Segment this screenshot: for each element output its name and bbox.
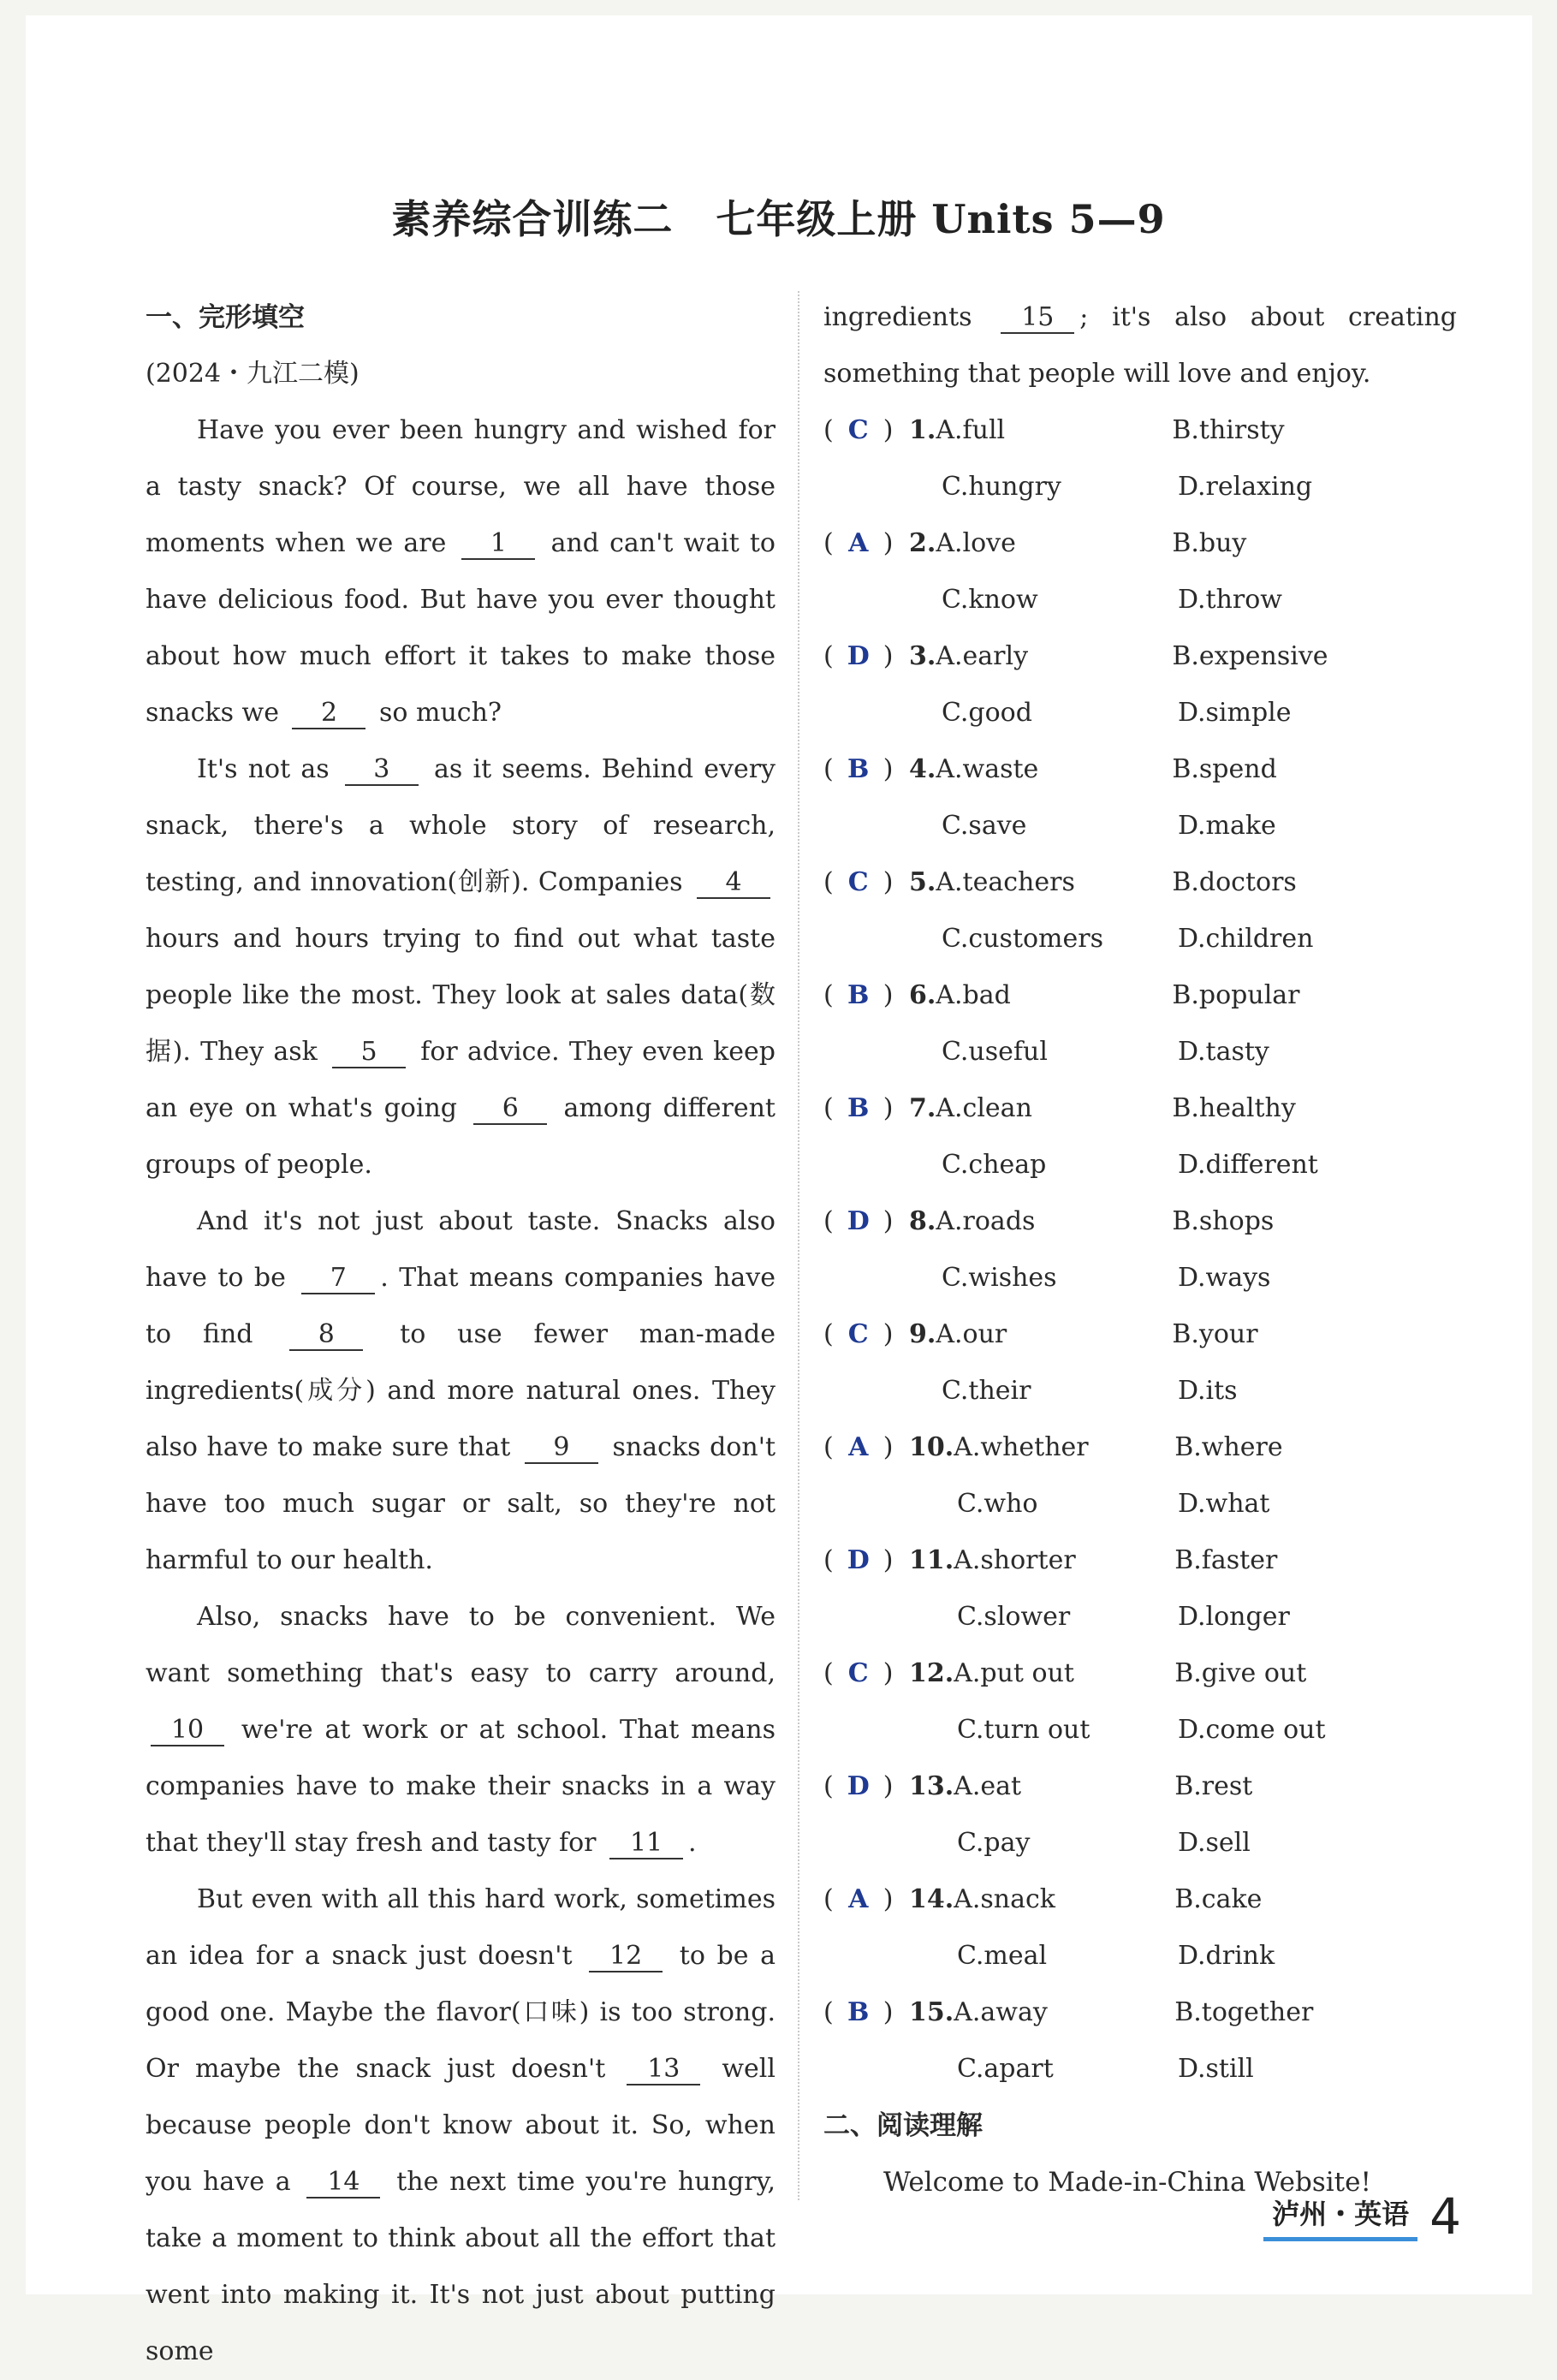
cloze-passage-continuation [823,289,1457,402]
option-a: A.whether [954,1432,1089,1462]
paren-close: ) [882,415,894,445]
blank-4: 4 [697,868,770,899]
footer-label: 泸州・英语 [1263,2193,1417,2241]
answer-letter: C [847,867,869,897]
passage-text: And it's not just about taste. Snacks also have to be [146,1206,776,1293]
option-c: C.wishes [942,1263,1057,1293]
paren-open: ( [823,1997,834,2027]
passage-paragraph [146,402,776,741]
option-row [823,1137,1457,1193]
option-d: D.make [1178,811,1276,841]
option-b: B.expensive [1172,641,1328,671]
question-row [823,1419,1457,1476]
column-divider [798,291,799,2200]
option-b: B.cake [1174,1884,1263,1914]
paren-close: ) [882,1319,894,1349]
blank-9: 9 [525,1433,598,1464]
page-title [0,188,1557,245]
passage-text: well because people don't know about it. So, when you have a [146,2054,776,2197]
section1-heading: 一、完形填空 [146,302,305,333]
passage-text: as it seems. Behind every snack, there's a whole story of research, testing, and innovation(创新). Companies [146,754,776,897]
question-number: 11. [909,1545,954,1575]
answer-paren [823,854,909,911]
reading-intro: Welcome to Made-in-China Website! [883,2167,1371,2198]
option-c: C.hungry [942,472,1061,502]
paren-close: ) [882,641,894,671]
answer-paren [823,515,909,572]
option-b: B.faster [1174,1545,1278,1575]
question-number: 12. [909,1658,954,1688]
question-number: 6. [909,980,936,1010]
question-number: 15. [909,1997,954,2027]
option-a: A.clean [936,1093,1032,1123]
blank-8: 8 [289,1320,363,1351]
blank-15: 15 [1001,303,1074,334]
passage-text: It's not as [197,754,340,784]
option-c: C.useful [942,1037,1048,1067]
option-d: D.different [1178,1150,1318,1180]
passage-text: But even with all this hard work, sometimes an idea for a snack just doesn't [146,1884,776,1971]
passage-text: Also, snacks have to be convenient. We want something that's easy to carry around, [146,1602,776,1688]
option-a: A.full [936,415,1006,445]
option-a: A.bad [936,980,1011,1010]
option-a: A.early [936,641,1029,671]
passage-paragraph [146,1193,776,1589]
question-row [823,1645,1457,1702]
paren-open: ( [823,980,834,1010]
blank-14: 14 [306,2168,380,2199]
passage-text: for advice. They even keep an eye on what's going [146,1037,776,1123]
answer-paren [823,402,909,459]
page-footer [1263,2187,1461,2246]
question-row [823,854,1457,911]
blank-7: 7 [301,1264,375,1294]
option-c: C.save [942,811,1027,841]
page-number: 4 [1429,2187,1461,2246]
option-d: D.simple [1178,698,1292,728]
option-a: A.put out [954,1658,1074,1688]
passage-paragraph [146,741,776,1193]
option-c: C.turn out [957,1715,1090,1745]
option-row [823,1702,1457,1758]
option-d: D.its [1178,1376,1238,1406]
question-row [823,1871,1457,1928]
option-d: D.come out [1178,1715,1326,1745]
paren-close: ) [882,1206,894,1236]
passage-text: to be a good one. Maybe the flavor(口味) is too strong. Or maybe the snack just doesn't [146,1941,776,2084]
option-b: B.together [1174,1997,1314,2027]
answer-paren [823,1419,909,1476]
answer-paren [823,1871,909,1928]
answer-paren [823,741,909,798]
question-row [823,1080,1457,1137]
answer-letter: C [847,415,869,445]
passage-text: so much? [371,698,502,728]
option-row [823,1928,1457,1984]
option-c: C.pay [957,1828,1031,1858]
question-row [823,1306,1457,1363]
option-d: D.drink [1178,1941,1275,1971]
left-column [146,289,776,2380]
option-b: B.doctors [1172,867,1297,897]
option-b: B.rest [1174,1771,1253,1801]
answer-paren [823,1758,909,1815]
question-row [823,1984,1457,2041]
answer-paren [823,1193,909,1250]
paren-close: ) [882,1884,894,1914]
option-row [823,798,1457,854]
paren-close: ) [882,1771,894,1801]
option-a: A.love [936,528,1016,558]
option-b: B.where [1174,1432,1283,1462]
paren-open: ( [823,754,834,784]
answer-paren [823,628,909,685]
option-d: D.relaxing [1178,472,1313,502]
right-column [823,289,1457,2210]
option-d: D.ways [1178,1263,1271,1293]
option-row [823,1815,1457,1871]
question-row [823,628,1457,685]
blank-13: 13 [627,2055,700,2085]
option-d: D.throw [1178,585,1282,615]
option-row [823,685,1457,741]
blank-11: 11 [609,1829,683,1859]
question-row [823,402,1457,459]
passage-text: and can't wait to have delicious food. But have you ever thought about how much effort it takes to make those snacks we [146,528,776,728]
question-row [823,1532,1457,1589]
option-c: C.know [942,585,1038,615]
question-number: 9. [909,1319,936,1349]
answer-letter: B [847,754,870,784]
option-row [823,2041,1457,2097]
question-number: 7. [909,1093,936,1123]
paren-open: ( [823,1206,834,1236]
option-b: B.thirsty [1172,415,1285,445]
passage-text: Have you ever been hungry and wished for a tasty snack? Of course, we all have those moments when we are [146,415,776,558]
paren-open: ( [823,1545,834,1575]
passage-paragraph [146,1871,776,2380]
option-row [823,1476,1457,1532]
cloze-passage [146,402,776,2380]
paren-open: ( [823,415,834,445]
paren-close: ) [882,1093,894,1123]
answer-letter: B [847,980,870,1010]
option-b: B.your [1172,1319,1258,1349]
option-row [823,1589,1457,1645]
answer-letter: D [847,1545,870,1575]
option-row [823,1363,1457,1419]
paren-open: ( [823,867,834,897]
option-c: C.customers [942,924,1103,954]
answer-letter: A [848,1884,869,1914]
passage-text: ; it's also about creating something that people will love and enjoy. [823,302,1458,389]
option-d: D.still [1178,2054,1254,2084]
option-b: B.popular [1172,980,1300,1010]
question-number: 13. [909,1771,954,1801]
question-number: 10. [909,1432,954,1462]
question-list [823,402,1457,2097]
option-d: D.sell [1178,1828,1251,1858]
answer-paren [823,1645,909,1702]
option-row [823,572,1457,628]
passage-text: among different groups of people. [146,1093,776,1180]
answer-letter: D [847,1771,870,1801]
paren-close: ) [882,980,894,1010]
option-d: D.what [1178,1489,1270,1519]
option-c: C.cheap [942,1150,1047,1180]
option-row [823,1024,1457,1080]
paren-open: ( [823,1093,834,1123]
answer-paren [823,1984,909,2041]
question-row [823,967,1457,1024]
answer-letter: B [847,1997,870,2027]
paren-open: ( [823,641,834,671]
blank-2: 2 [292,699,365,729]
passage-text: the next time you're hungry, take a moment to think about all the effort that went into making it. It's not just about putting some [146,2167,776,2366]
blank-6: 6 [473,1094,547,1125]
answer-letter: C [847,1658,869,1688]
blank-3: 3 [345,755,419,786]
passage-text: . That means companies have to find [146,1263,776,1349]
question-number: 14. [909,1884,954,1914]
option-b: B.buy [1172,528,1247,558]
paren-close: ) [882,1545,894,1575]
blank-5: 5 [332,1038,406,1068]
answer-letter: C [847,1319,869,1349]
option-c: C.meal [957,1941,1048,1971]
passage-text: snacks don't have too much sugar or salt, so they're not harmful to our health. [146,1432,776,1575]
answer-paren [823,967,909,1024]
question-row [823,1193,1457,1250]
option-a: A.our [936,1319,1007,1349]
option-c: C.apart [957,2054,1054,2084]
answer-paren [823,1532,909,1589]
question-number: 1. [909,415,936,445]
option-a: A.roads [936,1206,1036,1236]
option-c: C.their [942,1376,1031,1406]
option-d: D.tasty [1178,1037,1269,1067]
passage-text: to use fewer man-made ingredients(成分) and more natural ones. They also have to make sure that [146,1319,776,1462]
blank-1: 1 [461,529,535,560]
paren-open: ( [823,1319,834,1349]
answer-paren [823,1080,909,1137]
answer-letter: D [847,1206,870,1236]
question-number: 2. [909,528,936,558]
option-a: A.waste [936,754,1039,784]
section1-source: (2024・九江二模) [146,359,360,389]
option-a: A.eat [954,1771,1022,1801]
passage-text: ingredients [823,302,996,332]
option-c: C.who [957,1489,1038,1519]
paren-close: ) [882,754,894,784]
passage-text: hours and hours trying to find out what taste people like the most. They look at sales data(数据). They ask [146,924,776,1067]
paren-open: ( [823,1771,834,1801]
option-d: D.longer [1178,1602,1290,1632]
option-c: C.slower [957,1602,1071,1632]
answer-letter: D [847,641,870,671]
title-left: 素养综合训练二 [391,196,674,242]
paren-close: ) [882,1658,894,1688]
passage-text: we're at work or at school. That means companies have to make their snacks in a way that they'll stay fresh and tasty for [146,1715,776,1858]
passage-paragraph [146,1589,776,1871]
question-number: 5. [909,867,936,897]
option-a: A.away [954,1997,1048,2027]
title-right: 七年级上册 Units 5—9 [716,196,1166,242]
question-row [823,1758,1457,1815]
option-b: B.give out [1174,1658,1307,1688]
answer-letter: A [848,528,869,558]
answer-paren [823,1306,909,1363]
answer-letter: B [847,1093,870,1123]
option-c: C.good [942,698,1032,728]
option-a: A.snack [954,1884,1055,1914]
answer-letter: A [848,1432,869,1462]
option-b: B.spend [1172,754,1277,784]
paren-open: ( [823,528,834,558]
option-row [823,1250,1457,1306]
option-a: A.teachers [936,867,1075,897]
section2-heading: 二、阅读理解 [823,2110,983,2141]
question-row [823,741,1457,798]
option-a: A.shorter [954,1545,1076,1575]
paren-close: ) [882,528,894,558]
option-b: B.shops [1172,1206,1275,1236]
option-d: D.children [1178,924,1314,954]
passage-text: . [688,1828,697,1858]
option-row [823,911,1457,967]
paren-close: ) [882,867,894,897]
question-number: 8. [909,1206,936,1236]
paren-close: ) [882,1432,894,1462]
paren-open: ( [823,1658,834,1688]
blank-10: 10 [151,1716,224,1746]
paren-open: ( [823,1884,834,1914]
option-row [823,459,1457,515]
paren-close: ) [882,1997,894,2027]
question-row [823,515,1457,572]
blank-12: 12 [589,1942,663,1972]
question-number: 4. [909,754,936,784]
question-number: 3. [909,641,936,671]
paren-open: ( [823,1432,834,1462]
option-b: B.healthy [1172,1093,1296,1123]
